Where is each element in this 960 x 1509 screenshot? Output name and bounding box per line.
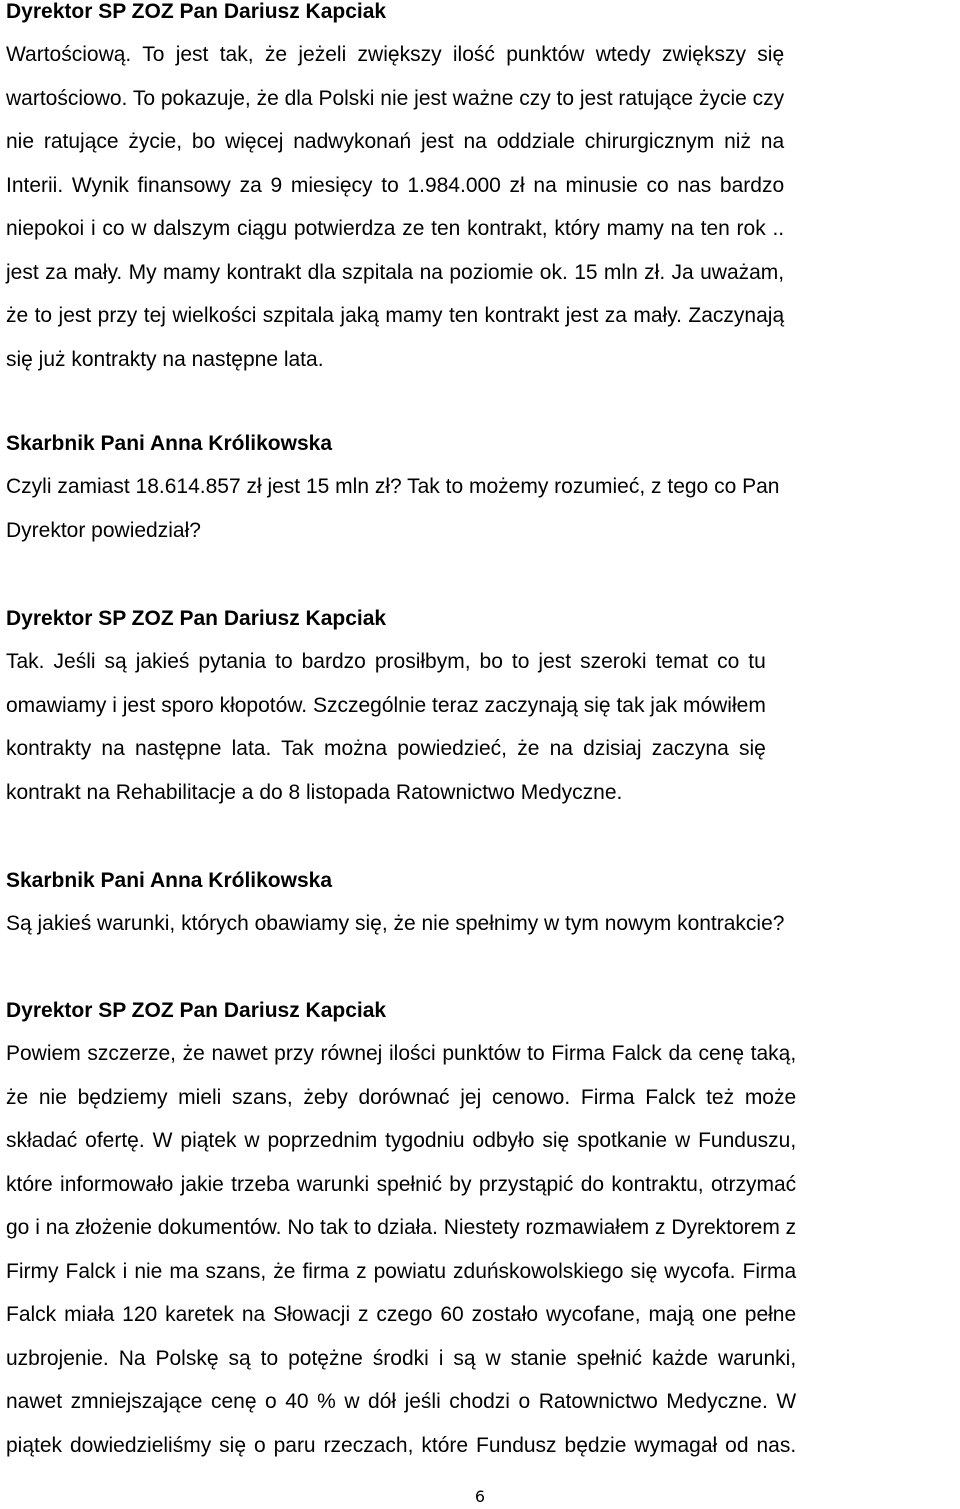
text-line: niepokoi i co w dalszym ciągu potwierdza ze ten kontrakt, który mamy na ten rok .. <box>6 217 785 240</box>
text-line: Tak. Jeśli są jakieś pytania to bardzo prosiłbym, bo to jest szeroki temat co tu <box>6 650 766 673</box>
text-line: Są jakieś warunki, których obawiamy się, że nie spełnimy w tym nowym kontrakcie? <box>6 912 785 935</box>
text-line: nie ratujące życie, bo więcej nadwykonań jest na oddziale chirurgicznym niż na <box>6 130 785 153</box>
speaker-heading: Dyrektor SP ZOZ Pan Dariusz Kapciak <box>6 0 387 23</box>
speech-paragraph <box>6 1032 796 1467</box>
text-line: wartościowo. To pokazuje, że dla Polski nie jest ważne czy to jest ratujące życie czy <box>6 86 785 110</box>
page-number: 6 <box>474 1487 486 1506</box>
speaker-heading: Dyrektor SP ZOZ Pan Dariusz Kapciak <box>6 607 387 630</box>
text-line: Interii. Wynik finansowy za 9 miesięcy to 1.984.000 zł na minusie co nas bardzo <box>6 173 785 197</box>
text-line: się już kontrakty na następne lata. <box>6 347 324 371</box>
speaker-heading: Skarbnik Pani Anna Królikowska <box>6 432 332 455</box>
speech-paragraph <box>6 640 766 814</box>
speaker-heading: Dyrektor SP ZOZ Pan Dariusz Kapciak <box>6 999 387 1022</box>
text-line: które informowało jakie trzeba warunki spełnić by przystąpić do kontraktu, otrzymać <box>6 1172 797 1196</box>
text-line: kontrakty na następne lata. Tak można powiedzieć, że na dzisiaj zaczyna się <box>6 737 766 760</box>
text-line: składać ofertę. W piątek w poprzednim tygodniu odbyło się spotkanie w Funduszu, <box>6 1129 797 1152</box>
text-line: Wartościową. To jest tak, że jeżeli zwiększy ilość punktów wtedy zwiększy się <box>6 43 785 66</box>
text-line: Powiem szczerze, że nawet przy równej ilości punktów to Firma Falck da cenę taką, <box>6 1042 797 1065</box>
text-line: uzbrojenie. Na Polskę są to potężne środki i są w stanie spełnić każde warunki, <box>6 1346 797 1370</box>
text-line: omawiamy i jest sporo kłopotów. Szczególnie teraz zaczynają się tak jak mówiłem <box>6 693 766 717</box>
speech-paragraph <box>6 465 779 552</box>
text-line: go i na złożenie dokumentów. No tak to działa. Niestety rozmawiałem z Dyrektorem z <box>6 1216 797 1239</box>
text-line: Falck miała 120 karetek na Słowacji z czego 60 zostało wycofane, mają one pełne <box>6 1303 797 1326</box>
text-line: że nie będziemy mieli szans, żeby dorównać jej cenowo. Firma Falck też może <box>6 1085 797 1109</box>
text-line: Dyrektor powiedział? <box>6 518 201 542</box>
text-line: Czyli zamiast 18.614.857 zł jest 15 mln zł? Tak to możemy rozumieć, z tego co Pan <box>6 475 780 498</box>
speech-paragraph <box>6 33 784 381</box>
speaker-heading: Skarbnik Pani Anna Królikowska <box>6 869 332 892</box>
text-line: nawet zmniejszające cenę o 40 % w dół jeśli chodzi o Ratownictwo Medyczne. W <box>6 1390 797 1413</box>
text-line: Firmy Falck i nie ma szans, że firma z powiatu zduńskowolskiego się wycofa. Firma <box>6 1259 797 1283</box>
text-line: kontrakt na Rehabilitacje a do 8 listopada Ratownictwo Medyczne. <box>6 780 623 804</box>
text-line: jest za mały. My mamy kontrakt dla szpitala na poziomie ok. 15 mln zł. Ja uważam, <box>6 260 785 284</box>
text-line: piątek dowiedzieliśmy się o paru rzeczach, które Fundusz będzie wymagał od nas. <box>6 1433 797 1457</box>
text-line: że to jest przy tej wielkości szpitala jaką mamy ten kontrakt jest za mały. Zaczynają <box>6 304 785 327</box>
speech-paragraph <box>6 902 784 946</box>
